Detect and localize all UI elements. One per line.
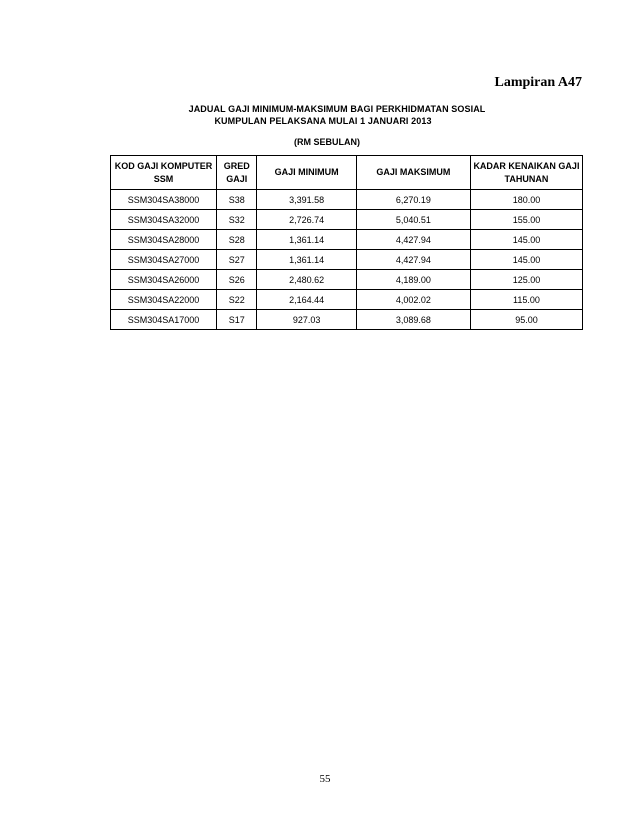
header-kod-gaji: KOD GAJI KOMPUTER SSM: [111, 156, 217, 190]
table-row: [111, 290, 583, 310]
appendix-label: Lampiran A47: [494, 75, 582, 90]
header-gred-gaji: GRED GAJI: [217, 156, 257, 190]
table-row: [111, 230, 583, 250]
table-header-row: [111, 156, 583, 190]
cell-kenaikan: 125.00: [470, 270, 582, 290]
header-gaji-maksimum: GAJI MAKSIMUM: [356, 156, 470, 190]
cell-kod: SSM304SA28000: [111, 230, 217, 250]
cell-kenaikan: 145.00: [470, 250, 582, 270]
cell-gred: S26: [217, 270, 257, 290]
header-kadar-kenaikan: KADAR KENAIKAN GAJI TAHUNAN: [470, 156, 582, 190]
cell-gred: S38: [217, 190, 257, 210]
cell-maksimum: 5,040.51: [356, 210, 470, 230]
cell-gred: S27: [217, 250, 257, 270]
table-row: [111, 210, 583, 230]
cell-maksimum: 3,089.68: [356, 310, 470, 330]
cell-maksimum: 4,427.94: [356, 250, 470, 270]
document-title: [0, 103, 638, 127]
title-line-1: JADUAL GAJI MINIMUM-MAKSIMUM BAGI PERKHIDMATAN SOSIAL: [188, 104, 486, 114]
cell-maksimum: 6,270.19: [356, 190, 470, 210]
cell-maksimum: 4,002.02: [356, 290, 470, 310]
cell-gred: S22: [217, 290, 257, 310]
table-row: [111, 250, 583, 270]
cell-kod: SSM304SA27000: [111, 250, 217, 270]
cell-gred: S28: [217, 230, 257, 250]
cell-minimum: 927.03: [257, 310, 356, 330]
cell-kenaikan: 155.00: [470, 210, 582, 230]
currency-unit-note: (RM SEBULAN): [294, 137, 360, 147]
table-row: [111, 190, 583, 210]
cell-gred: S32: [217, 210, 257, 230]
cell-kod: SSM304SA22000: [111, 290, 217, 310]
table-row: [111, 310, 583, 330]
cell-minimum: 2,164.44: [257, 290, 356, 310]
page-number: 55: [319, 773, 331, 785]
cell-gred: S17: [217, 310, 257, 330]
cell-minimum: 2,726.74: [257, 210, 356, 230]
salary-table: [110, 155, 583, 330]
cell-maksimum: 4,189.00: [356, 270, 470, 290]
cell-kod: SSM304SA38000: [111, 190, 217, 210]
cell-kod: SSM304SA32000: [111, 210, 217, 230]
cell-kod: SSM304SA26000: [111, 270, 217, 290]
cell-kenaikan: 180.00: [470, 190, 582, 210]
cell-maksimum: 4,427.94: [356, 230, 470, 250]
cell-kenaikan: 115.00: [470, 290, 582, 310]
cell-minimum: 2,480.62: [257, 270, 356, 290]
cell-kenaikan: 95.00: [470, 310, 582, 330]
cell-minimum: 1,361.14: [257, 230, 356, 250]
cell-kod: SSM304SA17000: [111, 310, 217, 330]
cell-kenaikan: 145.00: [470, 230, 582, 250]
header-gaji-minimum: GAJI MINIMUM: [257, 156, 356, 190]
table-row: [111, 270, 583, 290]
title-line-2: KUMPULAN PELAKSANA MULAI 1 JANUARI 2013: [214, 116, 432, 126]
cell-minimum: 3,391.58: [257, 190, 356, 210]
cell-minimum: 1,361.14: [257, 250, 356, 270]
